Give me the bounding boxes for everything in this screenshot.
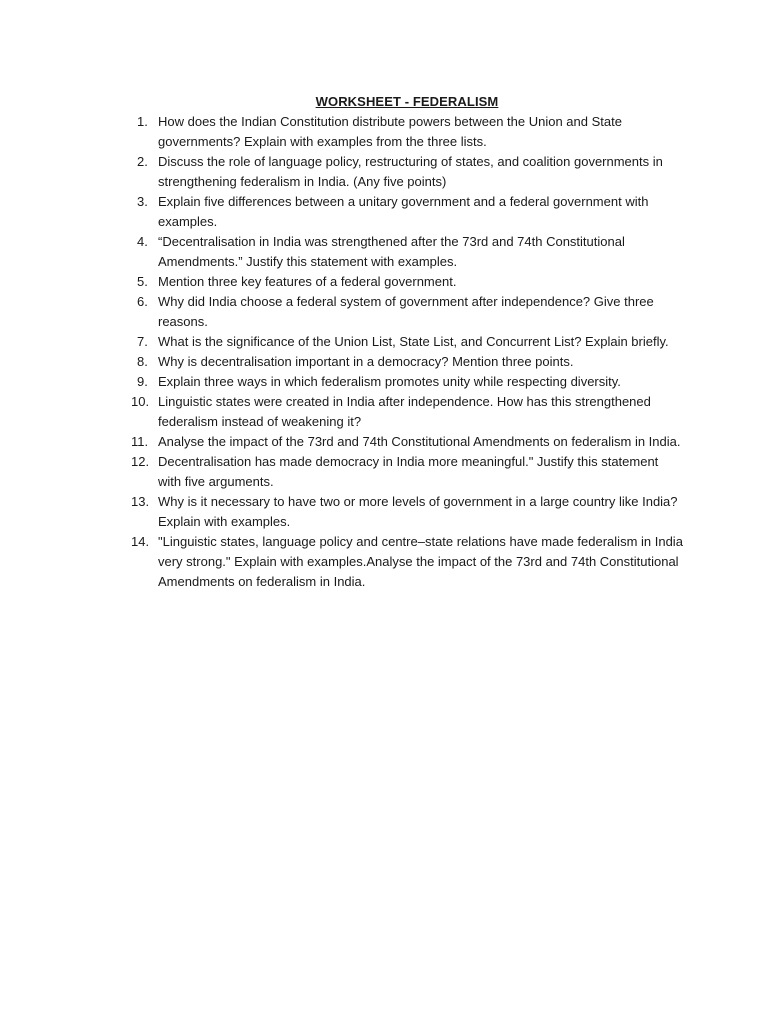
question-text: How does the Indian Constitution distribute powers between the Union and State governments? Explain with examples from the three lists. (158, 114, 622, 149)
question-text: Explain five differences between a unitary government and a federal government with examples. (158, 194, 649, 229)
question-item (131, 272, 683, 292)
question-number: 14. (131, 534, 150, 549)
question-item (131, 392, 683, 432)
question-number: 6. (137, 294, 148, 309)
question-item (131, 532, 683, 592)
question-item (131, 452, 683, 492)
question-text: Discuss the role of language policy, restructuring of states, and coalition governments in strengthening federalism in India. (Any five points) (158, 154, 663, 189)
question-text: Why is decentralisation important in a democracy? Mention three points. (158, 354, 574, 369)
question-number: 13. (131, 494, 150, 509)
question-item (131, 332, 683, 352)
question-number: 4. (137, 234, 148, 249)
question-number: 2. (137, 154, 148, 169)
question-item (131, 192, 683, 232)
question-text: What is the significance of the Union List, State List, and Concurrent List? Explain briefly. (158, 334, 669, 349)
question-item (131, 352, 683, 372)
question-text: Analyse the impact of the 73rd and 74th Constitutional Amendments on federalism in India. (158, 434, 681, 449)
question-item (131, 432, 683, 452)
question-item (131, 152, 683, 192)
question-item (131, 232, 683, 272)
question-item (131, 112, 683, 152)
worksheet-title: WORKSHEET - FEDERALISM (315, 94, 499, 109)
question-number: 11. (131, 434, 149, 449)
question-number: 9. (137, 374, 148, 389)
question-text: Why did India choose a federal system of government after independence? Give three reasons. (158, 294, 654, 329)
question-text: Mention three key features of a federal government. (158, 274, 457, 289)
question-number: 5. (137, 274, 148, 289)
question-item (131, 372, 683, 392)
question-list (131, 112, 683, 592)
question-number: 1. (137, 114, 148, 129)
question-text: Linguistic states were created in India after independence. How has this strengthened federalism instead of weakening it? (158, 394, 651, 429)
question-text: Explain three ways in which federalism promotes unity while respecting diversity. (158, 374, 621, 389)
question-number: 12. (131, 454, 150, 469)
question-item (131, 292, 683, 332)
question-text: Why is it necessary to have two or more levels of government in a large country like India? Explain with examples. (158, 494, 678, 529)
question-text: “Decentralisation in India was strengthened after the 73rd and 74th Constitutional Amendments.” Justify this statement with examples. (158, 234, 625, 269)
question-text: Decentralisation has made democracy in India more meaningful." Justify this statement with five arguments. (158, 454, 659, 489)
question-number: 8. (137, 354, 148, 369)
question-text: "Linguistic states, language policy and centre–state relations have made federalism in India very strong." Explain with examples.Analyse the impact of the 73rd and 74th Constitutional Amendments on federalism in India. (158, 534, 683, 589)
question-number: 10. (131, 394, 150, 409)
question-item (131, 492, 683, 532)
question-number: 3. (137, 194, 148, 209)
question-number: 7. (137, 334, 148, 349)
